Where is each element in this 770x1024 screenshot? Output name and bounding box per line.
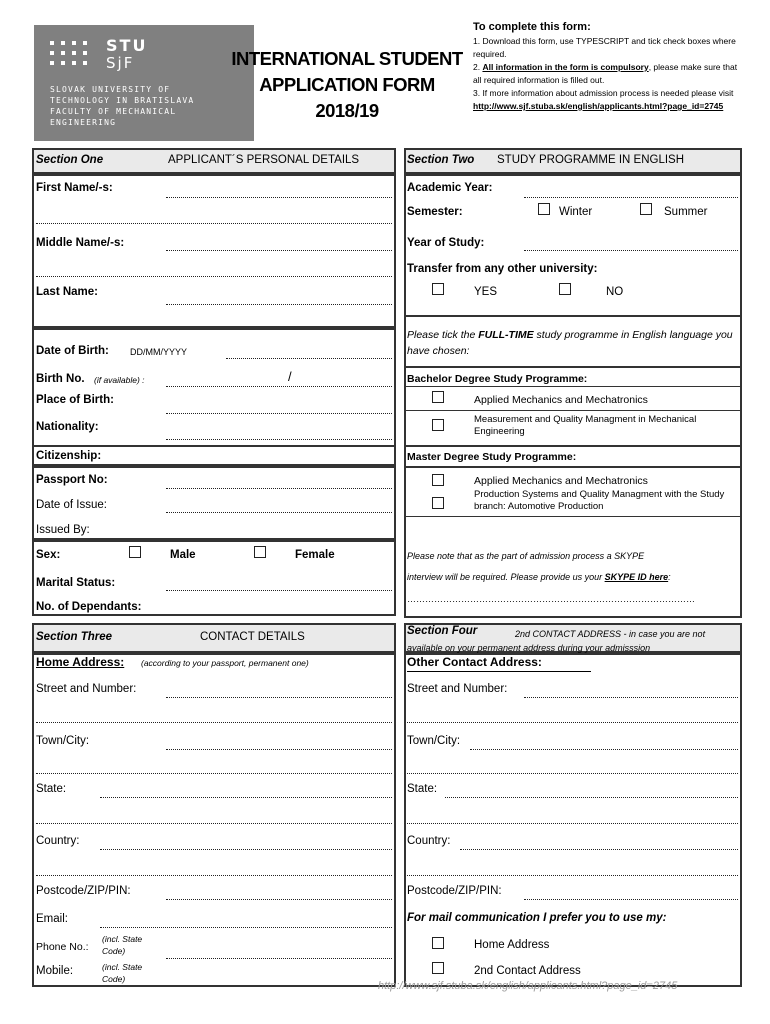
other-street-label: Street and Number: bbox=[407, 683, 508, 695]
other-country-label: Country: bbox=[407, 835, 451, 847]
male-checkbox[interactable] bbox=[129, 546, 141, 558]
instruction-2: 2. All information in the form is compulsory, please make sure that all required information is filled out. bbox=[473, 62, 738, 85]
other-town-label: Town/City: bbox=[407, 735, 461, 747]
logo-line: FACULTY OF MECHANICAL bbox=[50, 107, 177, 116]
form-title bbox=[228, 46, 466, 124]
second-address-option: 2nd Contact Address bbox=[474, 965, 581, 977]
state-field-2[interactable] bbox=[36, 823, 392, 824]
other-state-label: State: bbox=[407, 783, 438, 795]
form-title-line: INTERNATIONAL STUDENT bbox=[231, 48, 463, 69]
instruction-1: 1. Download this form, use TYPESCRIPT and tick check boxes where required. bbox=[473, 36, 736, 59]
other-state-field[interactable] bbox=[445, 797, 738, 798]
female-checkbox[interactable] bbox=[254, 546, 266, 558]
second-address-checkbox[interactable] bbox=[432, 962, 444, 974]
other-address-box bbox=[404, 653, 742, 987]
academic-year-label: Academic Year: bbox=[407, 182, 493, 194]
other-town-field[interactable] bbox=[470, 749, 738, 750]
master-option-2-label: Production Systems and Quality Managment with the Study branch: Automotive Production bbox=[474, 489, 725, 512]
instruction-3: 3. If more information about admission process is needed please visit bbox=[473, 88, 734, 98]
logo-stu: STU bbox=[106, 36, 148, 55]
other-country-field[interactable] bbox=[460, 849, 738, 850]
logo-dots-icon bbox=[50, 41, 96, 71]
middle-name-field[interactable] bbox=[166, 250, 392, 251]
phone-label: Phone No.: bbox=[36, 941, 89, 953]
divider bbox=[404, 315, 742, 317]
country-field[interactable] bbox=[100, 849, 392, 850]
divider bbox=[404, 516, 742, 517]
date-of-issue-field[interactable] bbox=[166, 512, 392, 513]
dependants-label: No. of Dependants: bbox=[36, 601, 142, 613]
postcode-field[interactable] bbox=[166, 899, 392, 900]
last-name-label: Last Name: bbox=[36, 286, 98, 298]
street-label: Street and Number: bbox=[36, 683, 137, 695]
town-field-2[interactable] bbox=[36, 773, 392, 774]
marital-status-label: Marital Status: bbox=[36, 577, 116, 589]
other-street-field-2[interactable] bbox=[407, 722, 738, 723]
year-of-study-label: Year of Study: bbox=[407, 237, 485, 249]
bachelor-heading: Bachelor Degree Study Programme: bbox=[407, 373, 588, 385]
other-state-field-2[interactable] bbox=[407, 823, 738, 824]
country-field-2[interactable] bbox=[36, 875, 392, 876]
marital-status-field[interactable] bbox=[166, 590, 392, 591]
other-postcode-label: Postcode/ZIP/PIN: bbox=[407, 885, 502, 897]
mail-preference-label: For mail communication I prefer you to use my: bbox=[407, 912, 667, 924]
other-street-field[interactable] bbox=[524, 697, 738, 698]
birth-no-label: Birth No. bbox=[36, 373, 85, 385]
bachelor-option-2-label: Measurement and Quality Managment in Mechanical Engineering bbox=[474, 414, 697, 437]
skype-id-field[interactable]: …………………………………………………………………………………… bbox=[407, 594, 695, 604]
section-one-label: Section One bbox=[36, 154, 104, 166]
place-of-birth-field[interactable] bbox=[166, 413, 392, 414]
form-title-year: 2018/19 bbox=[315, 100, 379, 121]
other-town-field-2[interactable] bbox=[407, 773, 738, 774]
bachelor-option-2-checkbox[interactable] bbox=[432, 419, 444, 431]
street-field-2[interactable] bbox=[36, 722, 392, 723]
divider bbox=[404, 386, 742, 387]
dob-field[interactable] bbox=[226, 358, 392, 359]
master-heading: Master Degree Study Programme: bbox=[407, 451, 577, 463]
transfer-no-checkbox[interactable] bbox=[559, 283, 571, 295]
dob-label: Date of Birth: bbox=[36, 345, 109, 357]
master-option-2-checkbox[interactable] bbox=[432, 497, 444, 509]
skype-note-2: interview will be required. Please provide us your SKYPE ID here: bbox=[407, 572, 671, 582]
state-label: State: bbox=[36, 783, 67, 795]
other-country-field-2[interactable] bbox=[407, 875, 738, 876]
home-address-option: Home Address bbox=[474, 939, 550, 951]
town-field[interactable] bbox=[166, 749, 392, 750]
instructions-link[interactable]: http://www.sjf.stuba.sk/english/applicants.html?page_id=2745 bbox=[473, 101, 724, 111]
transfer-yes-label: YES bbox=[474, 286, 498, 298]
birth-no-note: (if available) : bbox=[94, 375, 145, 385]
master-option-1-label: Applied Mechanics and Mechatronics bbox=[474, 475, 648, 487]
bachelor-option-1-label: Applied Mechanics and Mechatronics bbox=[474, 394, 648, 406]
citizenship-label: Citizenship: bbox=[36, 450, 102, 462]
logo-sjf: SjF bbox=[106, 54, 135, 72]
first-name-field-2[interactable] bbox=[36, 223, 392, 224]
transfer-label: Transfer from any other university: bbox=[407, 263, 598, 275]
divider bbox=[407, 671, 591, 672]
town-label: Town/City: bbox=[36, 735, 90, 747]
passport-label: Passport No: bbox=[36, 474, 108, 486]
other-address-heading: Other Contact Address: bbox=[407, 655, 542, 669]
last-name-field[interactable] bbox=[166, 304, 392, 305]
bachelor-option-1-checkbox[interactable] bbox=[432, 391, 444, 403]
summer-label: Summer bbox=[664, 206, 708, 218]
academic-year-field[interactable] bbox=[524, 197, 738, 198]
year-of-study-field[interactable] bbox=[524, 250, 738, 251]
country-label: Country: bbox=[36, 835, 80, 847]
home-address-box bbox=[32, 653, 396, 987]
instructions-title: To complete this form: bbox=[473, 21, 591, 33]
winter-label: Winter bbox=[559, 206, 593, 218]
logo-line: SLOVAK UNIVERSITY OF bbox=[50, 85, 171, 94]
street-field[interactable] bbox=[166, 697, 392, 698]
issued-by-label: Issued By: bbox=[36, 524, 90, 536]
passport-field[interactable] bbox=[166, 488, 392, 489]
dob-format: DD/MM/YYYY bbox=[130, 347, 188, 357]
date-of-issue-label: Date of Issue: bbox=[36, 499, 107, 511]
middle-name-label: Middle Name/-s: bbox=[36, 237, 125, 249]
instructions bbox=[473, 21, 745, 113]
section-two-title: STUDY PROGRAMME IN ENGLISH bbox=[497, 154, 685, 166]
semester-label: Semester: bbox=[407, 206, 463, 218]
nationality-label: Nationality: bbox=[36, 421, 99, 433]
place-of-birth-label: Place of Birth: bbox=[36, 394, 114, 406]
logo-line: ENGINEERING bbox=[50, 118, 117, 127]
form-title-line: APPLICATION FORM bbox=[259, 74, 435, 95]
mobile-note: (incl. State Code) bbox=[102, 962, 143, 984]
divider bbox=[404, 410, 742, 411]
female-label: Female bbox=[295, 549, 335, 561]
winter-checkbox[interactable] bbox=[538, 203, 550, 215]
first-name-label: First Name/-s: bbox=[36, 182, 113, 194]
email-field[interactable] bbox=[100, 927, 392, 928]
postcode-label: Postcode/ZIP/PIN: bbox=[36, 885, 131, 897]
male-label: Male bbox=[170, 549, 196, 561]
divider bbox=[404, 445, 742, 447]
birth-no-field[interactable] bbox=[166, 386, 392, 387]
divider bbox=[404, 366, 742, 368]
section-three-title: CONTACT DETAILS bbox=[200, 631, 305, 643]
divider bbox=[32, 445, 396, 447]
section-four-title: 2nd CONTACT ADDRESS - in case you are not available on your permanent address during your admisssion bbox=[407, 629, 706, 653]
divider bbox=[404, 466, 742, 468]
logo-line: TECHNOLOGY IN BRATISLAVA bbox=[50, 96, 195, 105]
section-one-title: APPLICANT´S PERSONAL DETAILS bbox=[168, 154, 360, 166]
transfer-yes-checkbox[interactable] bbox=[432, 283, 444, 295]
skype-note-1: Please note that as the part of admission process a SKYPE bbox=[407, 551, 645, 561]
summer-checkbox[interactable] bbox=[640, 203, 652, 215]
master-option-1-checkbox[interactable] bbox=[432, 474, 444, 486]
home-address-checkbox[interactable] bbox=[432, 937, 444, 949]
phone-field[interactable] bbox=[166, 958, 392, 959]
email-label: Email: bbox=[36, 913, 68, 925]
home-address-heading: Home Address: bbox=[36, 655, 125, 669]
first-name-field[interactable] bbox=[166, 197, 392, 198]
birth-no-slash: / bbox=[288, 369, 292, 384]
middle-name-field-2[interactable] bbox=[36, 276, 392, 277]
transfer-no-label: NO bbox=[606, 286, 624, 298]
phone-note: (incl. State Code) bbox=[102, 934, 143, 956]
home-address-note: (according to your passport, permanent one) bbox=[141, 658, 309, 668]
section-four-label: Section Four bbox=[407, 625, 478, 637]
section-two-label: Section Two bbox=[407, 154, 475, 166]
state-field[interactable] bbox=[100, 797, 392, 798]
other-postcode-field[interactable] bbox=[524, 899, 738, 900]
university-logo bbox=[34, 25, 254, 141]
tick-instruction: Please tick the FULL-TIME study programme in English language you have chosen: bbox=[407, 329, 733, 357]
nationality-field[interactable] bbox=[166, 439, 392, 440]
sex-label: Sex: bbox=[36, 549, 61, 561]
footer-url[interactable]: http://www.sjf.stuba.sk/english/applicants.html?page_id=2745 bbox=[378, 980, 678, 992]
mobile-label: Mobile: bbox=[36, 965, 74, 977]
section-three-label: Section Three bbox=[36, 631, 113, 643]
